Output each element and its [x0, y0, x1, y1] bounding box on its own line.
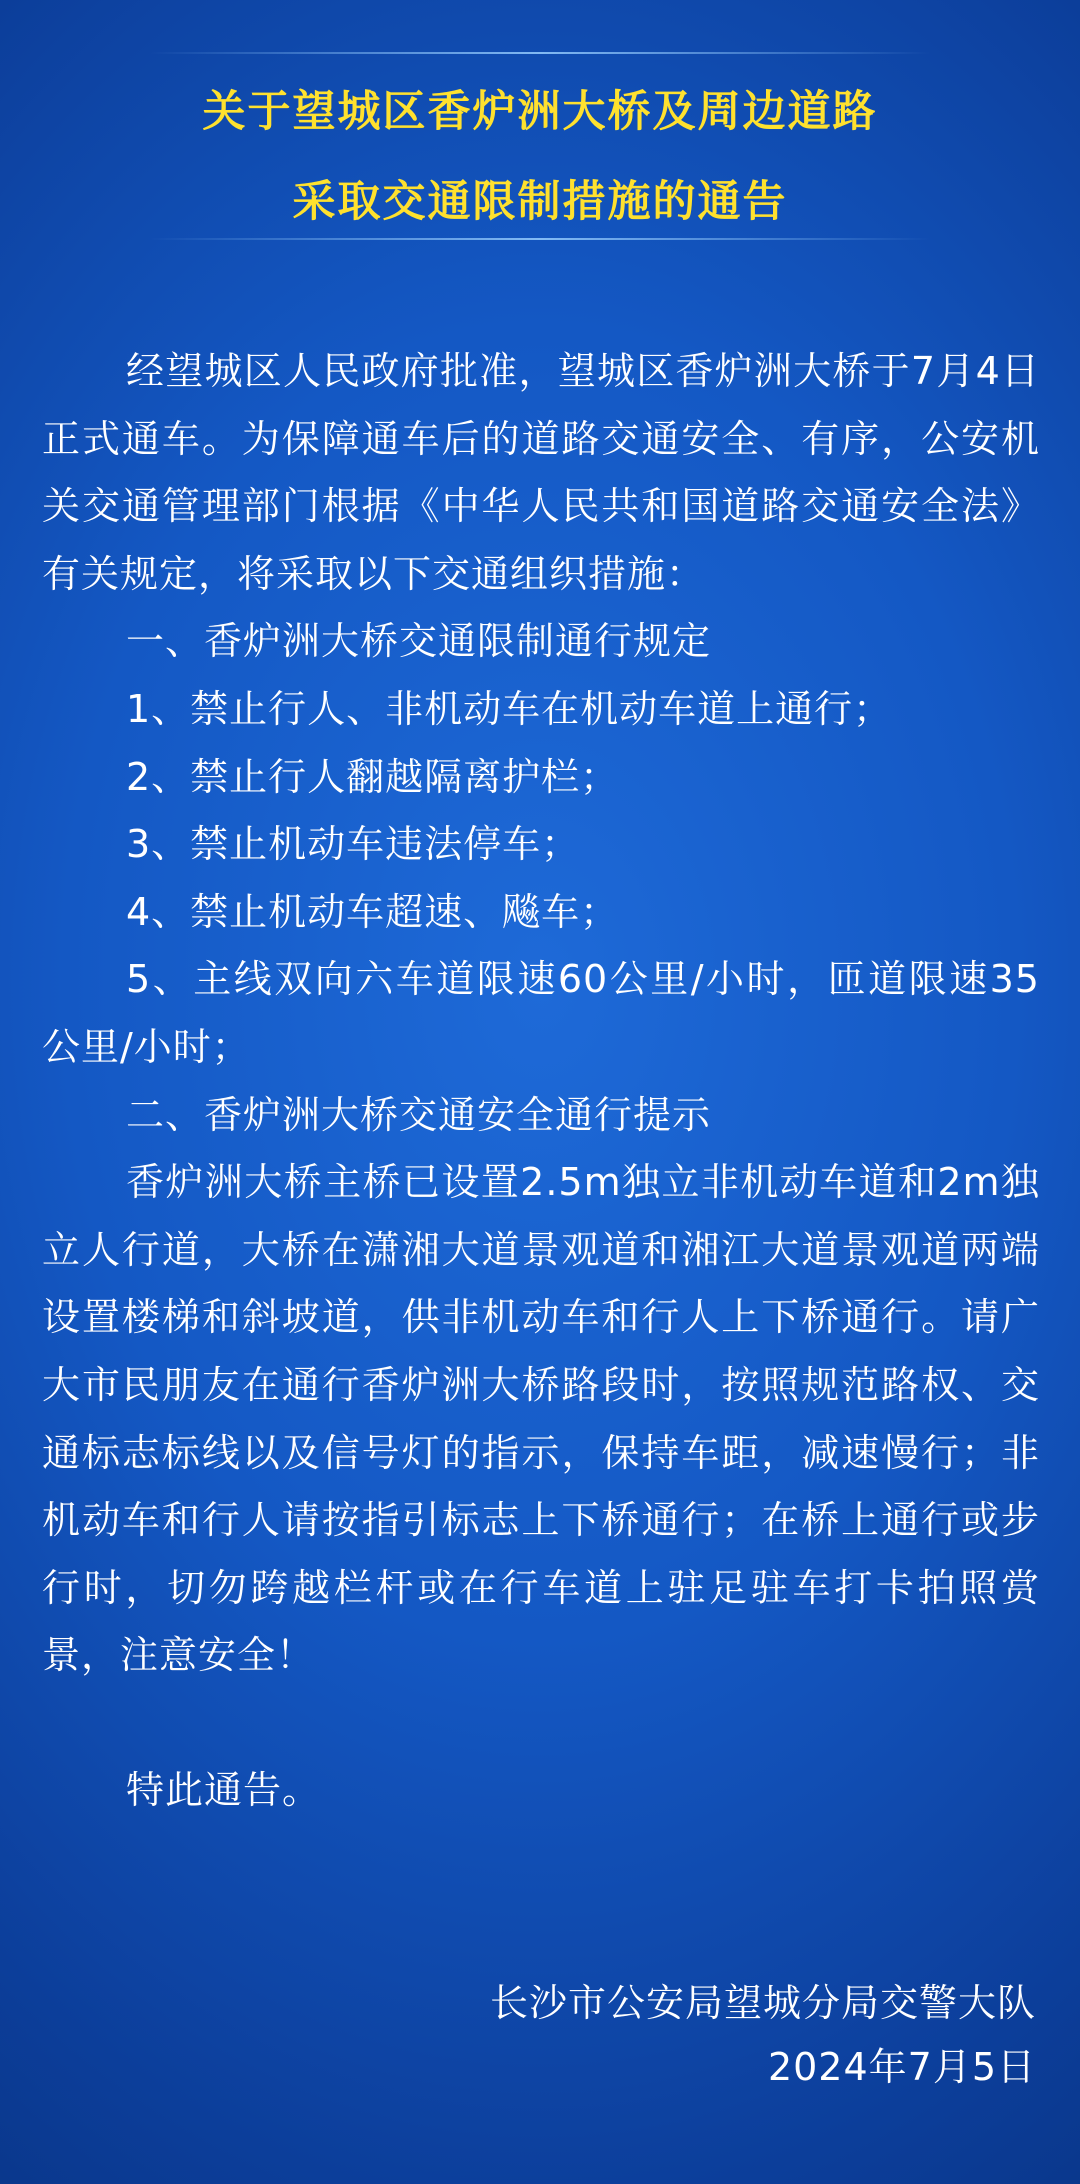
- header-top-divider: [150, 52, 930, 54]
- intro-paragraph: 经望城区人民政府批准，望城区香炉洲大桥于7月4日正式通车。为保障通车后的道路交通安全、有序，公安机关交通管理部门根据《中华人民共和国道路交通安全法》有关规定，将采取以下交通组织措施：: [42, 349, 1040, 596]
- section-2-heading: 二、香炉洲大桥交通安全通行提示: [126, 1092, 712, 1137]
- rule-item-5: 5、主线双向六车道限速60公里/小时，匝道限速35公里/小时；: [42, 957, 1040, 1069]
- rule-item-2: 2、禁止行人翻越隔离护栏；: [126, 754, 620, 799]
- closing-statement: 特此通告。: [126, 1768, 322, 1813]
- issuing-authority: 长沙市公安局望城分局交警大队: [489, 1981, 1036, 2025]
- rule-item-1: 1、禁止行人、非机动车在机动车道上通行；: [126, 686, 893, 731]
- header-bottom-divider: [150, 238, 930, 240]
- notice-title-line-2: 采取交通限制措施的通告: [292, 177, 788, 227]
- section-1-heading: 一、香炉洲大桥交通限制通行规定: [126, 619, 712, 664]
- notice-body: [42, 338, 1040, 1825]
- rule-item-4: 4、禁止机动车超速、飚车；: [126, 889, 620, 934]
- issue-date: 2024年7月5日: [767, 2045, 1036, 2089]
- notice-title-line-1: 关于望城区香炉洲大桥及周边道路: [202, 87, 878, 137]
- rule-item-3: 3、禁止机动车违法停车；: [126, 822, 581, 867]
- section-2-paragraph: 香炉洲大桥主桥已设置2.5m独立非机动车道和2m独立人行道，大桥在潇湘大道景观道和湘江大道景观道两端设置楼梯和斜坡道，供非机动车和行人上下桥通行。请广大市民朋友在通行香炉洲大桥路段时，按照规范路权、交通标志标线以及信号灯的指示，保持车距，减速慢行；非机动车和行人请按指引标志上下桥通行；在桥上通行或步行时，切勿跨越栏杆或在行车道上驻足驻车打卡拍照赏景，注意安全！: [42, 1160, 1040, 1678]
- notice-header: [0, 0, 1080, 250]
